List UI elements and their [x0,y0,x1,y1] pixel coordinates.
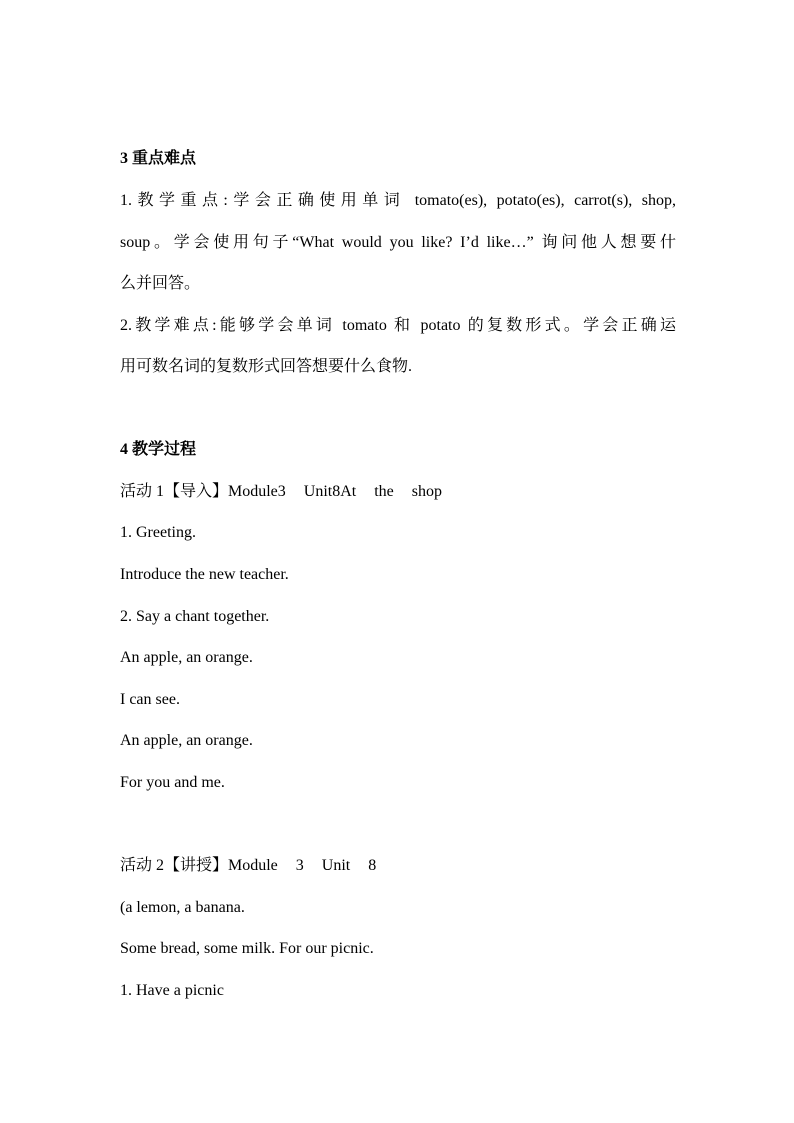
activity-1-title-the: the [374,483,394,500]
difficult-points-line-2: 用可数名词的复数形式回答想要什么食物. [120,358,413,375]
activity-2-title-unit: Unit [321,857,351,874]
activity-2-title-prefix: 活动 2【讲授】Module [120,857,278,874]
activity-1-title [120,482,442,502]
section-heading-teaching-process: 4 教学过程 [120,441,197,458]
difficult-points-line-1: 2.教学难点:能够学会单词 tomato 和 potato 的复数形式。学会正确运 [120,317,676,334]
activity-2-line: 1. Have a picnic [120,982,224,999]
activity-1-title-prefix: 活动 1【导入】Module3 [120,483,286,500]
chant-line: An apple, an orange. [120,649,253,666]
activity-1-line: Introduce the new teacher. [120,566,289,583]
key-points-line-3: 么并回答。 [120,275,201,292]
key-points-line-1: 1.教学重点:学会正确使用单词 tomato(es), potato(es), carrot(s), shop, [120,192,676,209]
section-heading-key-points: 3 重点难点 [120,150,197,167]
activity-2-line: Some bread, some milk. For our picnic. [120,940,374,957]
chant-line: An apple, an orange. [120,732,253,749]
activity-2-title-unit-number: 8 [368,857,377,874]
activity-1-title-shop: shop [411,483,443,500]
activity-2-line: (a lemon, a banana. [120,899,245,916]
activity-2-title [120,856,376,876]
key-points-line-2: soup。学会使用句子“What would you like? I’d like…” 询问他人想要什 [120,234,676,251]
activity-2-title-module-number: 3 [295,857,304,874]
activity-1-line: 2. Say a chant together. [120,608,270,625]
chant-line: For you and me. [120,774,225,791]
activity-1-line: 1. Greeting. [120,524,196,541]
activity-1-title-unit: Unit8At [303,483,357,500]
chant-line: I can see. [120,691,180,708]
